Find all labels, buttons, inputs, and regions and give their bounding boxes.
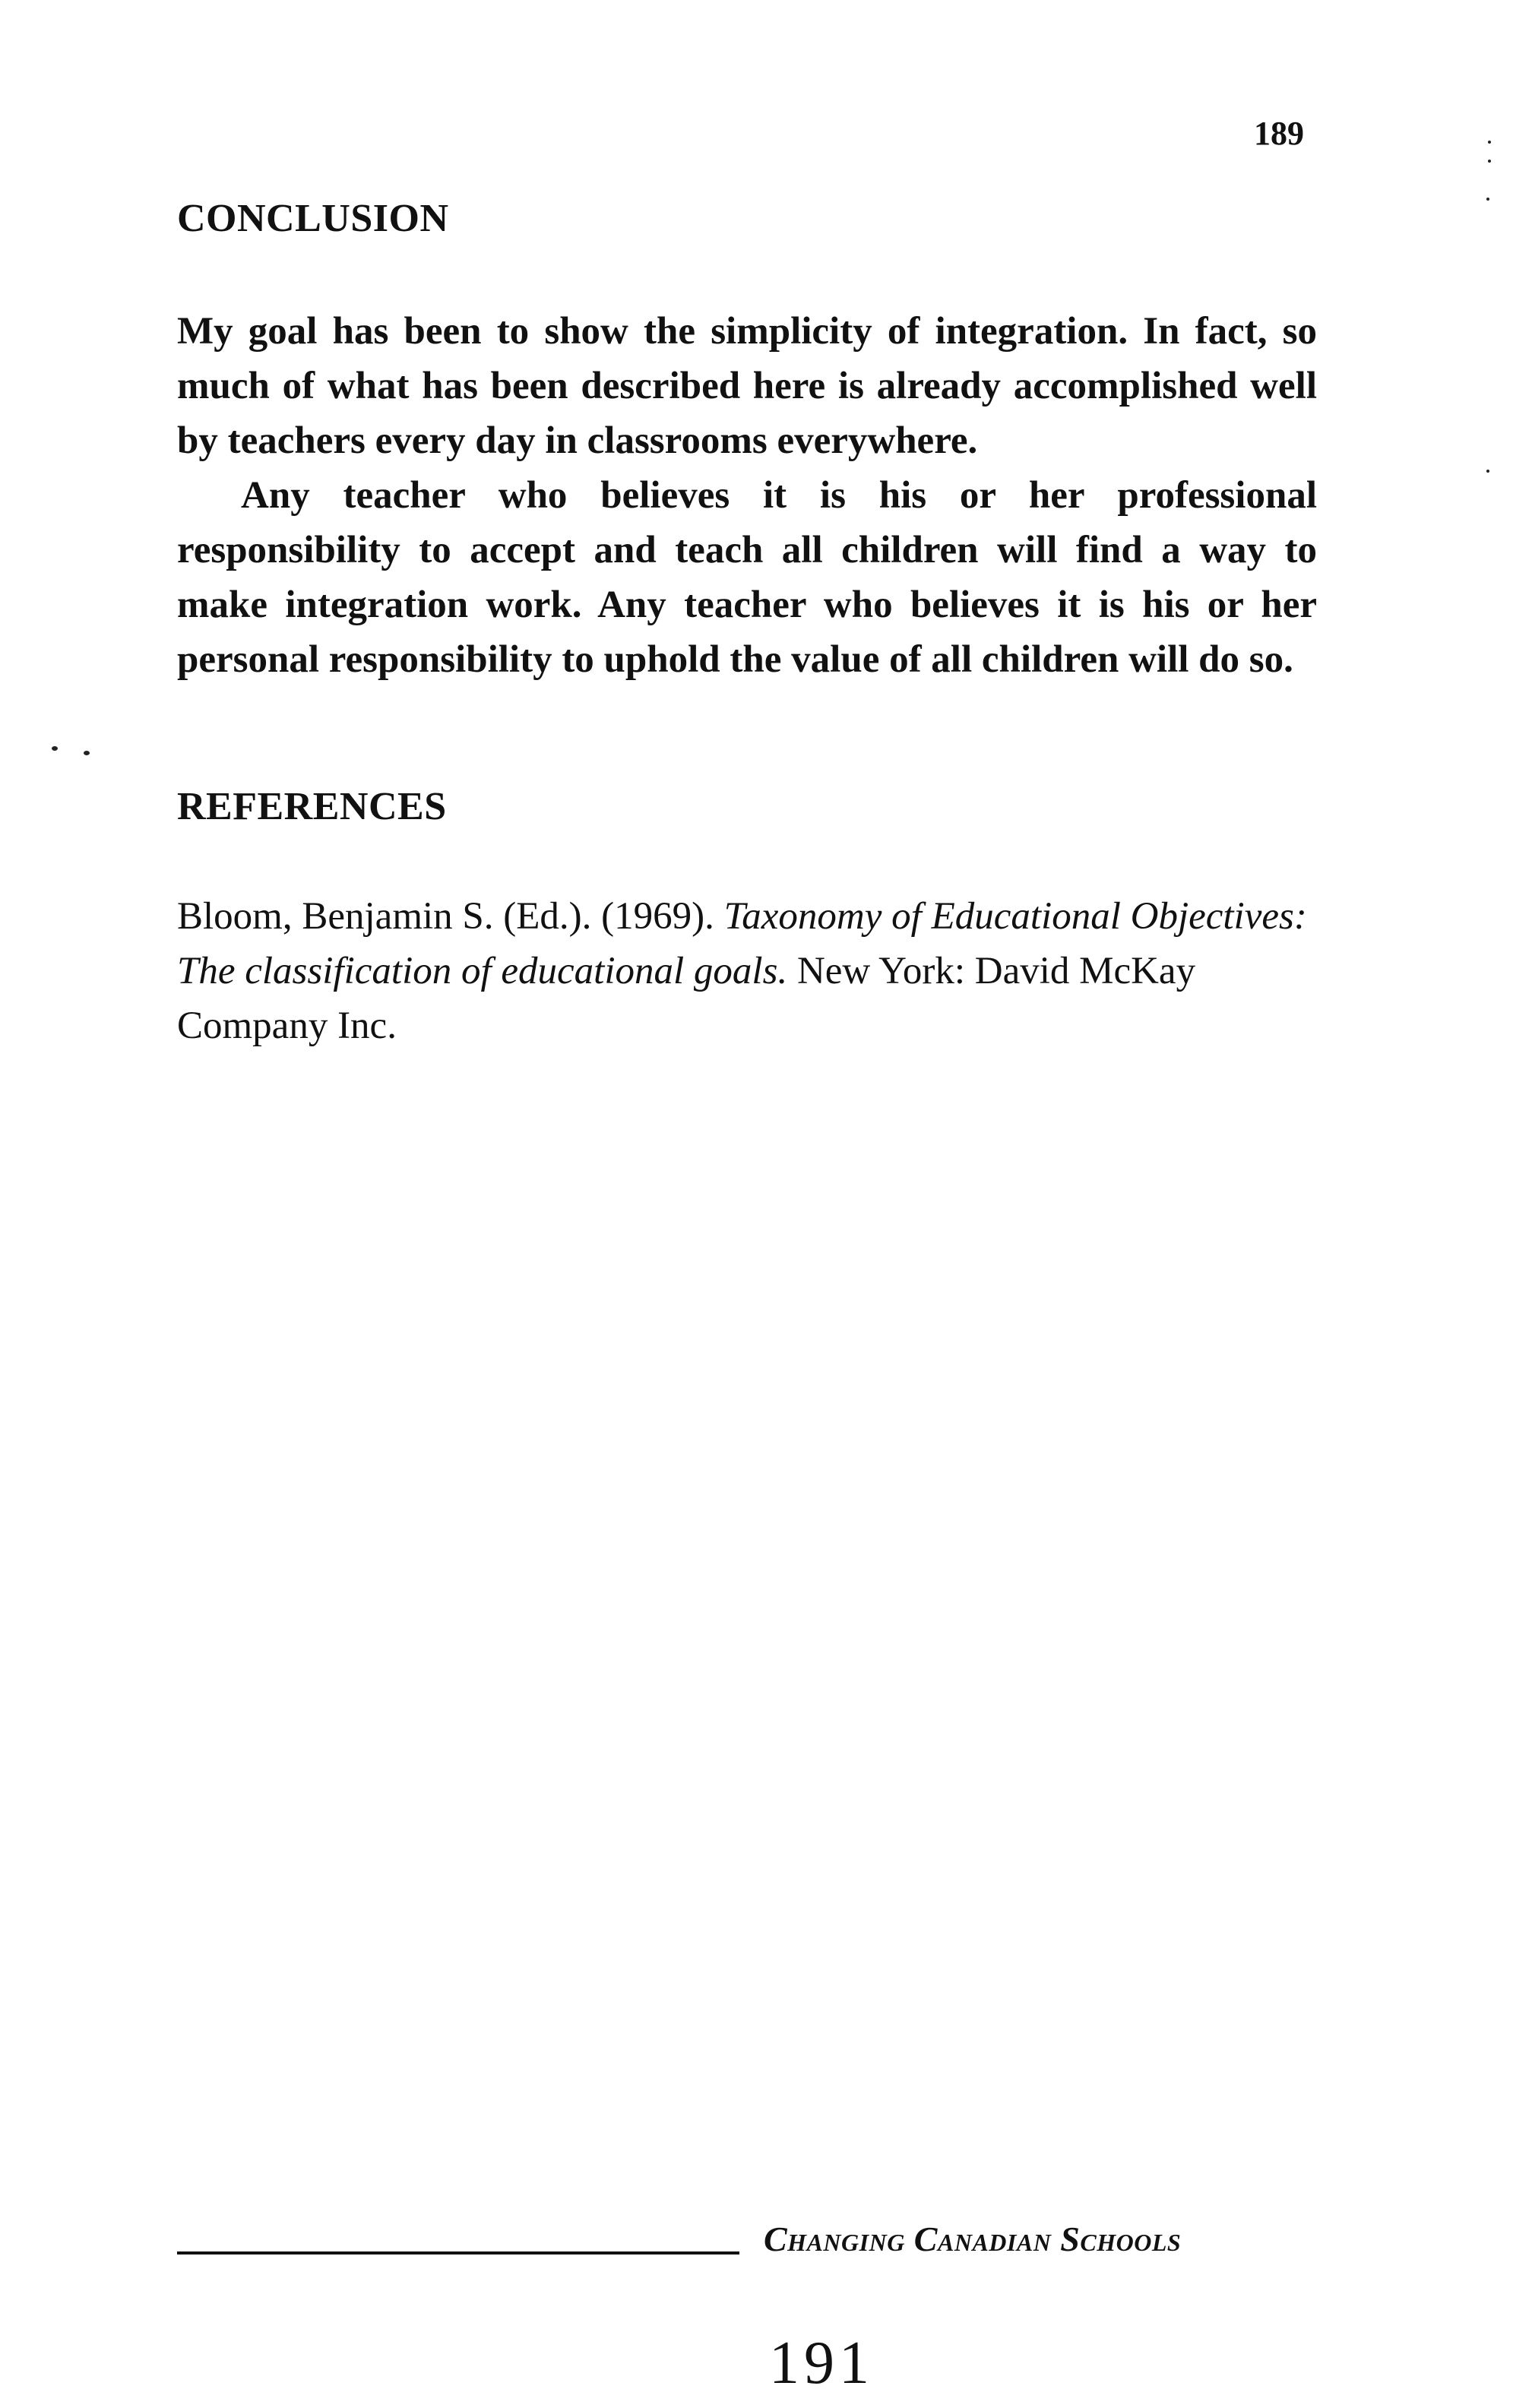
scan-speck xyxy=(1486,470,1489,473)
scan-speck xyxy=(1488,141,1491,144)
page-number: 189 xyxy=(1254,115,1304,152)
reference-author-year: Bloom, Benjamin S. (Ed.). (1969). xyxy=(177,895,724,938)
reference-entry xyxy=(177,889,1317,1053)
footer-rule xyxy=(177,2251,739,2255)
scan-speck xyxy=(1488,160,1491,163)
conclusion-heading: CONCLUSION xyxy=(177,197,449,240)
footer-book-title: Changing Canadian Schools xyxy=(764,2220,1182,2258)
conclusion-body xyxy=(177,304,1317,687)
reference-title: Taxonomy of Educational Objectives: The classification of educational goals. xyxy=(177,895,1307,992)
sheet-number: 191 xyxy=(769,2330,874,2397)
conclusion-paragraph-1: My goal has been to show the simplicity of integration. In fact, so much of what has been described here is already accomplished well by teachers every day in classrooms everywhere. xyxy=(177,310,1317,462)
reference-publisher: New York: David McKay Company Inc. xyxy=(177,950,1196,1047)
scan-speck xyxy=(1486,198,1489,201)
scan-speck xyxy=(52,746,58,751)
references-heading: REFERENCES xyxy=(177,785,447,828)
scan-speck xyxy=(84,751,90,755)
conclusion-paragraph-2: Any teacher who believes it is his or her professional responsibility to accept and teach all children will find a way to make integration work. Any teacher who believes it is his or her personal responsibility to uphold the value of all children will do so. xyxy=(177,474,1317,681)
